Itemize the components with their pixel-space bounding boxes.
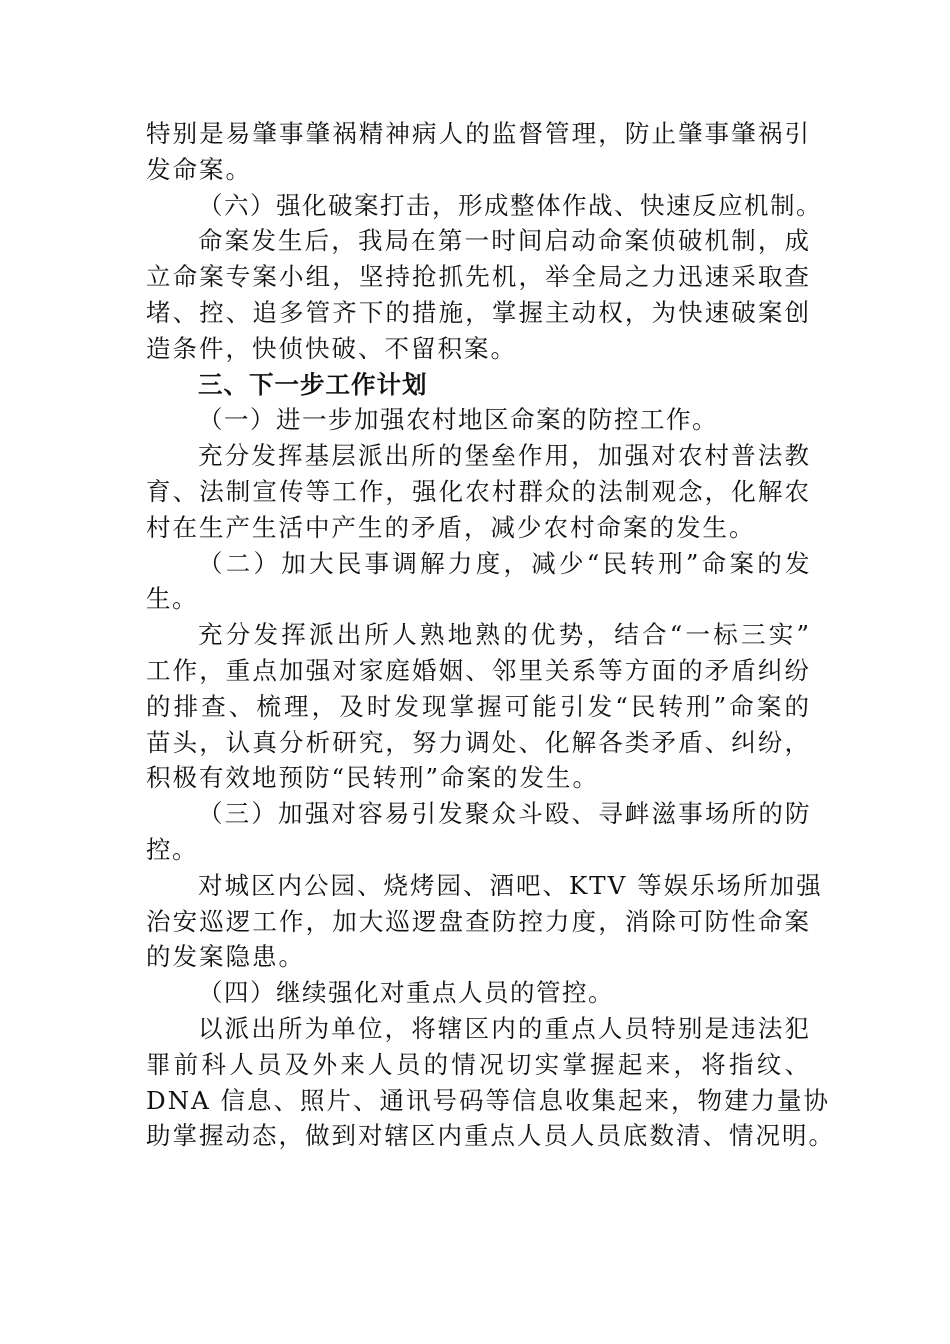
document-body: [146, 116, 835, 1154]
paragraph-line: 村在生产生活中产生的矛盾，减少农村命案的发生。: [146, 512, 756, 542]
paragraph-line: 的发案隐患。: [146, 942, 305, 972]
paragraph-line: 立命案专案小组，坚持抢抓先机，举全局之力迅速采取查: [146, 262, 811, 292]
paragraph-line: 助掌握动态，做到对辖区内重点人员人员底数清、情况明。: [146, 1121, 835, 1151]
subsection-heading-line: （一）进一步加强农村地区命案的防控工作。: [198, 405, 718, 435]
paragraph-line: 对城区内公园、烧烤园、酒吧、KTV 等娱乐场所加强: [198, 870, 823, 900]
paragraph-line: 罪前科人员及外来人员的情况切实掌握起来，将指纹、: [146, 1049, 811, 1079]
subsection-heading-line: （四）继续强化对重点人员的管控。: [198, 978, 614, 1008]
paragraph-line: 命案发生后，我局在第一时间启动命案侦破机制，成: [198, 226, 811, 256]
paragraph-line: 育、法制宣传等工作，强化农村群众的法制观念，化解农: [146, 476, 811, 506]
paragraph-line: 充分发挥基层派出所的堡垒作用，加强对农村普法教: [198, 441, 811, 471]
subsection-heading-line: 生。: [146, 584, 198, 614]
paragraph-line: 以派出所为单位，将辖区内的重点人员特别是违法犯: [198, 1013, 811, 1043]
subsection-heading-line: （三）加强对容易引发聚众斗殴、寻衅滋事场所的防: [198, 799, 811, 829]
paragraph-line: 特别是易肇事肇祸精神病人的监督管理，防止肇事肇祸引: [146, 119, 811, 148]
paragraph-line: 积极有效地预防“民转刑”命案的发生。: [146, 763, 600, 793]
paragraph-line: 发命案。: [146, 154, 252, 184]
paragraph-line: 堵、控、追多管齐下的措施，掌握主动权，为快速破案创: [146, 297, 811, 327]
paragraph-line: DNA 信息、照片、通讯号码等信息收集起来，物建力量协: [146, 1085, 831, 1115]
paragraph-line: 工作，重点加强对家庭婚姻、邻里关系等方面的矛盾纠纷: [146, 655, 811, 685]
paragraph-line: 造条件，快侦快破、不留积案。: [146, 333, 517, 363]
subsection-heading-line: （二）加大民事调解力度，减少“民转刑”命案的发: [198, 548, 811, 578]
paragraph-line: 的排查、梳理，及时发现掌握可能引发“民转刑”命案的: [146, 691, 811, 721]
subsection-heading-line: 控。: [146, 834, 198, 864]
paragraph-line: 治安巡逻工作，加大巡逻盘查防控力度，消除可防性命案: [146, 906, 811, 936]
paragraph-line: 苗头，认真分析研究，努力调处、化解各类矛盾、纠纷，: [146, 727, 811, 757]
subsection-heading-line: （六）强化破案打击，形成整体作战、快速反应机制。: [198, 190, 822, 220]
section-heading: 三、下一步工作计划: [198, 369, 428, 399]
paragraph-line: 充分发挥派出所人熟地熟的优势，结合“一标三实”: [198, 620, 811, 650]
